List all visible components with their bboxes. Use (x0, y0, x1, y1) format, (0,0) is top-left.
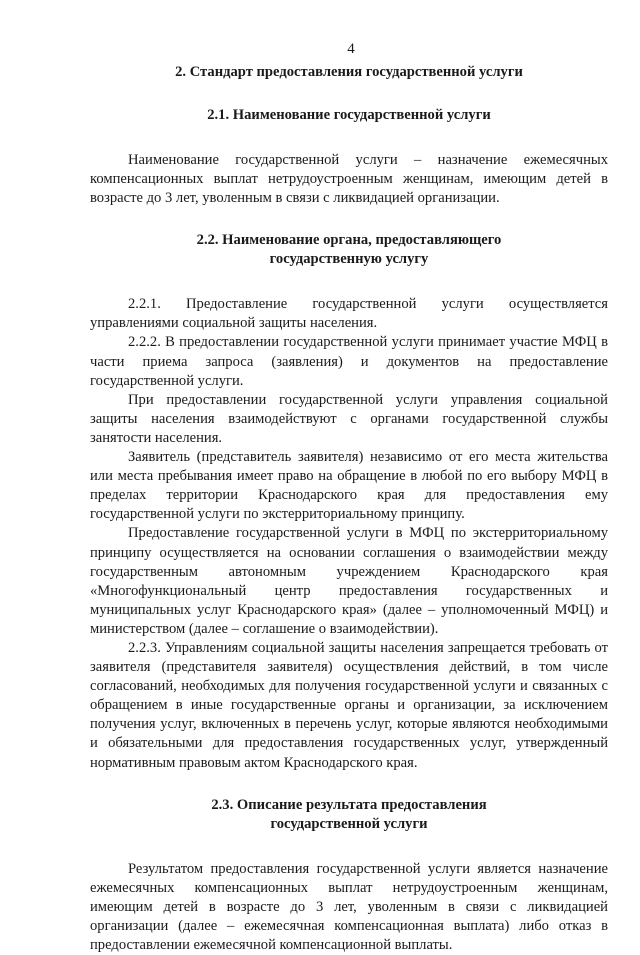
chapter-heading: 2. Стандарт предоставления государственной услуги (175, 64, 523, 80)
paragraph: Наименование государственной услуги – назначение ежемесячных компенсационных выплат нетрудоустроенным женщинам, имеющим детей в возрасте до 3 лет, уволенным в связи с ликвидацией организации. (90, 152, 608, 207)
heading-line: 2.2. Наименование органа, предоставляющего (196, 232, 502, 249)
heading-line: государственной услуги (270, 815, 428, 832)
section-2-3-heading (90, 796, 608, 834)
paragraph: Результатом предоставления государственной услуги является назначение ежемесячных компенсационных выплат нетрудоустроенным женщинам, имеющим детей в возрасте до 3 лет, уволенным в связи с ликвидацией организации (далее – ежемесячная компенсационная выплата) либо отказ в предоставлении ежемесячной компенсационной выплаты. (90, 860, 608, 953)
section-2-2 (90, 295, 608, 772)
paragraph: Предоставление государственной услуги в МФЦ по экстерриториальному принципу осуществляется на основании соглашения о взаимодействии между государственным автономным учреждением Краснодарского края «Многофункциональный центр предоставления государственных и муниципальных услуг Краснодарского края» (далее – уполномоченный МФЦ) и министерством (далее – соглашение о взаимодействии). (90, 525, 608, 637)
paragraph: Заявитель (представитель заявителя) независимо от его места жительства или места пребывания имеет право на обращение в любой по его выбору МФЦ в пределах территории Краснодарского края для предоставления ему государственной услуги по экстерриториальному принципу. (90, 449, 608, 523)
page-number: 4 (347, 41, 355, 57)
section-2-1-heading: 2.1. Наименование государственной услуги (207, 107, 491, 123)
heading-line: 2.3. Описание результата предоставления (211, 796, 487, 813)
paragraph: При предоставлении государственной услуги управления социальной защиты населения взаимодействуют с органами государственной службы занятости населения. (90, 391, 608, 446)
section-2-2-heading (90, 231, 608, 269)
paragraph: 2.2.2. В предоставлении государственной услуги принимает участие МФЦ в части приема запроса (заявления) и документов на предоставление государственной услуги. (90, 334, 608, 389)
section-2-1 (90, 151, 608, 208)
paragraph: 2.2.1. Предоставление государственной услуги осуществляется управлениями социальной защиты населения. (90, 296, 608, 332)
paragraph: 2.2.3. Управлениям социальной защиты населения запрещается требовать от заявителя (представителя заявителя) осуществления действий, в том числе согласований, необходимых для получения государственной услуги и связанных с обращением в иные государственные органы и организации, за исключением получения услуг, включенных в перечень услуг, которые являются необходимыми и обязательными для предоставления государственных услуг, утвержденный нормативным правовым актом Краснодарского края. (90, 639, 608, 771)
heading-line: государственную услугу (269, 251, 429, 268)
section-2-3 (90, 860, 608, 955)
